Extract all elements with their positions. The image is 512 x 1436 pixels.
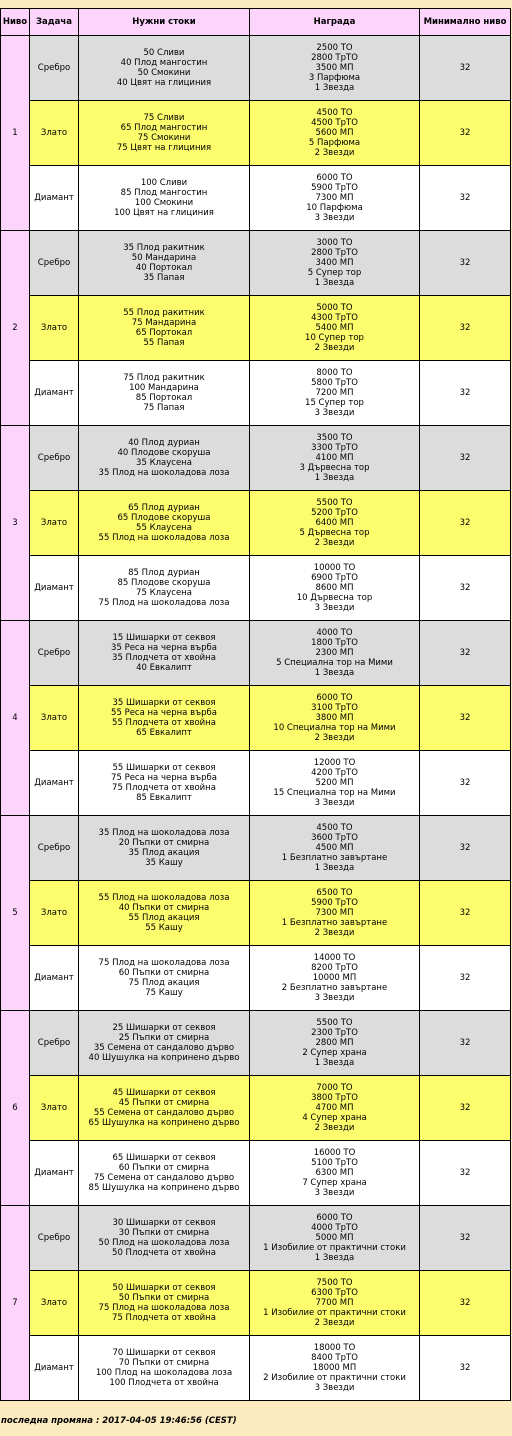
task-name-cell: Злато [30, 1076, 79, 1141]
task-name-cell: Злато [30, 491, 79, 556]
reward-cell: 10000 TO 6900 TpTO 8600 МП 10 Дървесна тор 3 Звезди [250, 556, 420, 621]
table-row [1, 881, 511, 946]
task-name-cell: Сребро [30, 36, 79, 101]
header-reward: Награда [250, 9, 420, 36]
minimum-level-cell: 32 [420, 686, 511, 751]
task-name-cell: Злато [30, 881, 79, 946]
required-goods-cell: 40 Плод дуриан 40 Плодове скоруша 35 Клаусена 35 Плод на шоколадова лоза [79, 426, 250, 491]
required-goods-cell: 75 Сливи 65 Плод мангостин 75 Смокини 75 Цвят на глициния [79, 101, 250, 166]
minimum-level-cell: 32 [420, 361, 511, 426]
table-row [1, 166, 511, 231]
required-goods-cell: 75 Плод ракитник 100 Мандарина 85 Портокал 75 Папая [79, 361, 250, 426]
minimum-level-cell: 32 [420, 426, 511, 491]
required-goods-cell: 85 Плод дуриан 85 Плодове скоруша 75 Клаусена 75 Плод на шоколадова лоза [79, 556, 250, 621]
minimum-level-cell: 32 [420, 1076, 511, 1141]
table-row [1, 621, 511, 686]
task-name-cell: Сребро [30, 621, 79, 686]
task-name-cell: Сребро [30, 231, 79, 296]
reward-cell: 12000 TO 4200 TpTO 5200 МП 15 Специална тор на Мими 3 Звезди [250, 751, 420, 816]
content-wrapper [0, 8, 512, 1401]
minimum-level-cell: 32 [420, 36, 511, 101]
table-row [1, 1011, 511, 1076]
level-number-cell: 5 [1, 816, 30, 1011]
task-name-cell: Злато [30, 1271, 79, 1336]
reward-cell: 4500 TO 3600 TpTO 4500 МП 1 Безплатно завъртане 1 Звезда [250, 816, 420, 881]
minimum-level-cell: 32 [420, 1336, 511, 1401]
level-number-cell: 3 [1, 426, 30, 621]
table-row [1, 1141, 511, 1206]
table-body [1, 36, 511, 1401]
table-row [1, 1076, 511, 1141]
table-row [1, 1206, 511, 1271]
task-name-cell: Сребро [30, 426, 79, 491]
table-row [1, 1336, 511, 1401]
reward-cell: 3500 TO 3300 TpTO 4100 МП 3 Дървесна тор 1 Звезда [250, 426, 420, 491]
minimum-level-cell: 32 [420, 621, 511, 686]
minimum-level-cell: 32 [420, 881, 511, 946]
table-row [1, 101, 511, 166]
minimum-level-cell: 32 [420, 1011, 511, 1076]
table-row [1, 231, 511, 296]
minimum-level-cell: 32 [420, 1206, 511, 1271]
reward-cell: 6000 TO 3100 TpTO 3800 МП 10 Специална тор на Мими 2 Звезди [250, 686, 420, 751]
minimum-level-cell: 32 [420, 556, 511, 621]
minimum-level-cell: 32 [420, 491, 511, 556]
required-goods-cell: 35 Плод ракитник 50 Мандарина 40 Портокал 35 Папая [79, 231, 250, 296]
reward-cell: 18000 TO 8400 TpTO 18000 МП 2 Изобилие от практични стоки 3 Звезди [250, 1336, 420, 1401]
task-name-cell: Сребро [30, 1206, 79, 1271]
minimum-level-cell: 32 [420, 1271, 511, 1336]
required-goods-cell: 15 Шишарки от секвоя 35 Реса на черна върба 35 Плодчета от хвойна 40 Евкалипт [79, 621, 250, 686]
table-row [1, 491, 511, 556]
required-goods-cell: 65 Плод дуриан 65 Плодове скоруша 55 Клаусена 55 Плод на шоколадова лоза [79, 491, 250, 556]
table-row [1, 296, 511, 361]
table-row [1, 556, 511, 621]
task-name-cell: Диамант [30, 361, 79, 426]
reward-cell: 6000 TO 4000 TpTO 5000 МП 1 Изобилие от практични стоки 1 Звезда [250, 1206, 420, 1271]
reward-cell: 3000 TO 2800 TpTO 3400 МП 5 Супер тор 1 Звезда [250, 231, 420, 296]
header-minimum-level: Минимално ниво [420, 9, 511, 36]
task-name-cell: Злато [30, 101, 79, 166]
minimum-level-cell: 32 [420, 1141, 511, 1206]
reward-cell: 8000 TO 5800 TpTO 7200 МП 15 Супер тор 3 Звезди [250, 361, 420, 426]
required-goods-cell: 70 Шишарки от секвоя 70 Пъпки от смирна 100 Плод на шоколадова лоза 100 Плодчета от хвойна [79, 1336, 250, 1401]
required-goods-cell: 35 Шишарки от секвоя 55 Реса на черна върба 55 Плодчета от хвойна 65 Евкалипт [79, 686, 250, 751]
reward-cell: 7500 TO 6300 TpTO 7700 МП 1 Изобилие от практични стоки 2 Звезди [250, 1271, 420, 1336]
task-name-cell: Сребро [30, 1011, 79, 1076]
level-number-cell: 6 [1, 1011, 30, 1206]
task-name-cell: Диамант [30, 1141, 79, 1206]
required-goods-cell: 45 Шишарки от секвоя 45 Пъпки от смирна 55 Семена от сандалово дърво 65 Шушулка на копринено дърво [79, 1076, 250, 1141]
quest-rewards-table [0, 8, 511, 1401]
reward-cell: 7000 TO 3800 TpTO 4700 МП 4 Супер храна 2 Звезди [250, 1076, 420, 1141]
minimum-level-cell: 32 [420, 751, 511, 816]
task-name-cell: Сребро [30, 816, 79, 881]
table-row [1, 426, 511, 491]
required-goods-cell: 50 Сливи 40 Плод мангостин 50 Смокини 40 Цвят на глициния [79, 36, 250, 101]
reward-cell: 14000 TO 8200 TpTO 10000 МП 2 Безплатно завъртане 3 Звезди [250, 946, 420, 1011]
required-goods-cell: 55 Шишарки от секвоя 75 Реса на черна върба 75 Плодчета от хвойна 85 Евкалипт [79, 751, 250, 816]
table-row [1, 361, 511, 426]
table-row [1, 36, 511, 101]
task-name-cell: Диамант [30, 946, 79, 1011]
required-goods-cell: 30 Шишарки от секвоя 30 Пъпки от смирна 50 Плод на шоколадова лоза 50 Плодчета от хвойна [79, 1206, 250, 1271]
reward-cell: 16000 TO 5100 TpTO 6300 МП 7 Супер храна 3 Звезди [250, 1141, 420, 1206]
reward-cell: 4000 TO 1800 TpTO 2300 МП 5 Специална тор на Мими 1 Звезда [250, 621, 420, 686]
minimum-level-cell: 32 [420, 946, 511, 1011]
last-modified-footer: последна промяна : 2017-04-05 19:46:56 (CEST) [1, 1416, 237, 1426]
required-goods-cell: 25 Шишарки от секвоя 25 Пъпки от смирна 35 Семена от сандалово дърво 40 Шушулка на копринено дърво [79, 1011, 250, 1076]
required-goods-cell: 75 Плод на шоколадова лоза 60 Пъпки от смирна 75 Плод акация 75 Кашу [79, 946, 250, 1011]
required-goods-cell: 55 Плод на шоколадова лоза 40 Пъпки от смирна 55 Плод акация 55 Кашу [79, 881, 250, 946]
required-goods-cell: 35 Плод на шоколадова лоза 20 Пъпки от смирна 35 Плод акация 35 Кашу [79, 816, 250, 881]
required-goods-cell: 50 Шишарки от секвоя 50 Пъпки от смирна 75 Плод на шоколадова лоза 75 Плодчета от хвойна [79, 1271, 250, 1336]
reward-cell: 5000 TO 4300 TpTO 5400 МП 10 Супер тор 2 Звезди [250, 296, 420, 361]
task-name-cell: Злато [30, 686, 79, 751]
level-number-cell: 7 [1, 1206, 30, 1401]
level-number-cell: 4 [1, 621, 30, 816]
required-goods-cell: 100 Сливи 85 Плод мангостин 100 Смокини 100 Цвят на глициния [79, 166, 250, 231]
minimum-level-cell: 32 [420, 296, 511, 361]
level-number-cell: 2 [1, 231, 30, 426]
reward-cell: 2500 TO 2800 TpTO 3500 МП 3 Парфюма 1 Звезда [250, 36, 420, 101]
header-task: Задача [30, 9, 79, 36]
task-name-cell: Диамант [30, 166, 79, 231]
table-header-row [1, 9, 511, 36]
minimum-level-cell: 32 [420, 231, 511, 296]
task-name-cell: Диамант [30, 556, 79, 621]
reward-cell: 5500 TO 2300 TpTO 2800 МП 2 Супер храна 1 Звезда [250, 1011, 420, 1076]
task-name-cell: Злато [30, 296, 79, 361]
table-row [1, 1271, 511, 1336]
required-goods-cell: 55 Плод ракитник 75 Мандарина 65 Портокал 55 Папая [79, 296, 250, 361]
reward-cell: 6500 TO 5900 TpTO 7300 МП 1 Безплатно завъртане 2 Звезди [250, 881, 420, 946]
minimum-level-cell: 32 [420, 816, 511, 881]
reward-cell: 6000 TO 5900 TpTO 7300 МП 10 Парфюма 3 Звезди [250, 166, 420, 231]
reward-cell: 4500 TO 4500 TpTO 5600 МП 5 Парфюма 2 Звезди [250, 101, 420, 166]
minimum-level-cell: 32 [420, 166, 511, 231]
task-name-cell: Диамант [30, 1336, 79, 1401]
table-row [1, 946, 511, 1011]
minimum-level-cell: 32 [420, 101, 511, 166]
level-number-cell: 1 [1, 36, 30, 231]
table-row [1, 686, 511, 751]
reward-cell: 5500 TO 5200 TpTO 6400 МП 5 Дървесна тор 2 Звезди [250, 491, 420, 556]
required-goods-cell: 65 Шишарки от секвоя 60 Пъпки от смирна 75 Семена от сандалово дърво 85 Шушулка на копринено дърво [79, 1141, 250, 1206]
table-row [1, 751, 511, 816]
table-row [1, 816, 511, 881]
task-name-cell: Диамант [30, 751, 79, 816]
header-level: Ниво [1, 9, 30, 36]
header-required-goods: Нужни стоки [79, 9, 250, 36]
